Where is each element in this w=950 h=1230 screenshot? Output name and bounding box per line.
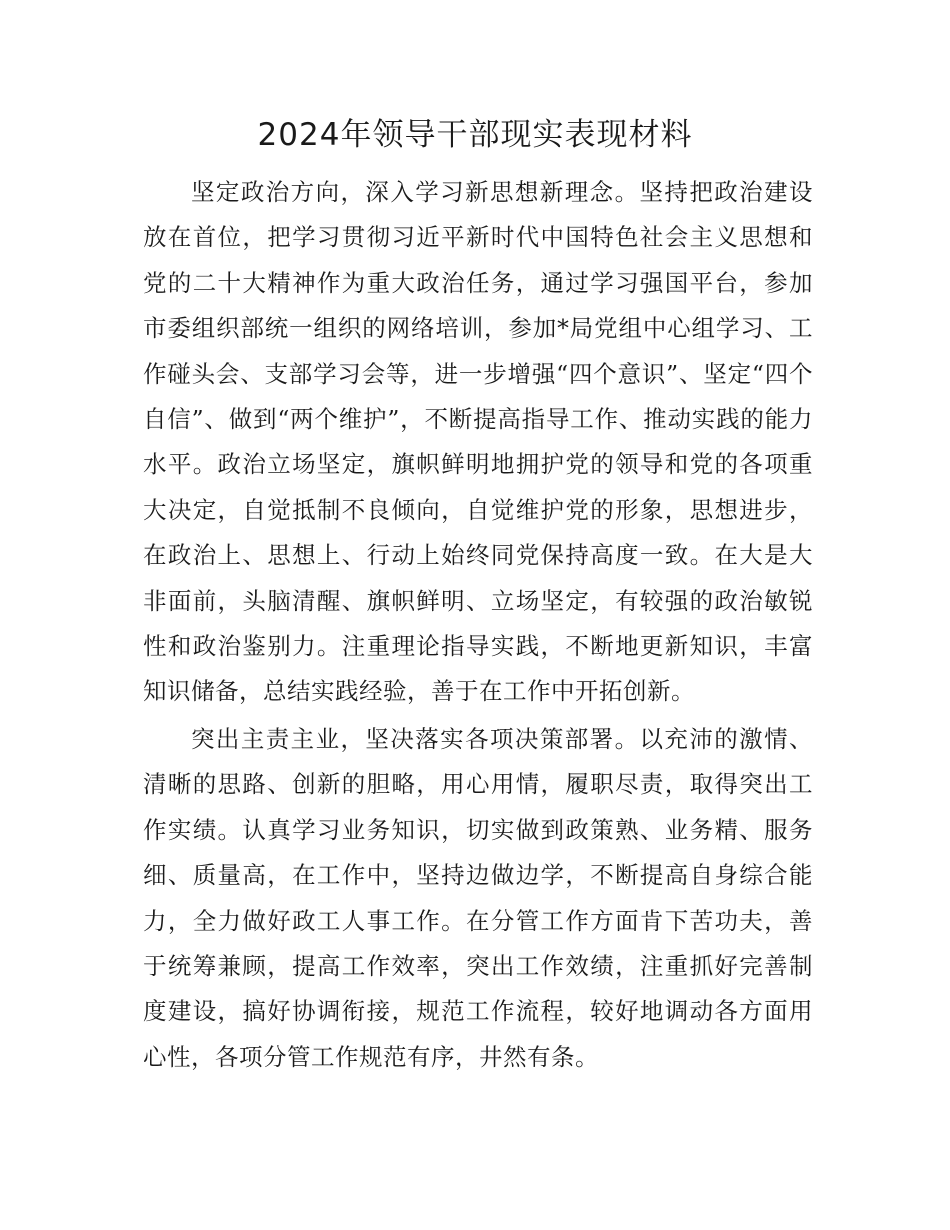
paragraph-political-direction: 坚定政治方向，深入学习新思想新理念。坚持把政治建设放在首位，把学习贯彻习近平新时代中国特色社会主义思想和党的二十大精神作为重大政治任务，通过学习强国平台，参加市委组织部统一组织的网络培训，参加*局党组中心组学习、工作碰头会、支部学习会等，进一步增强“四个意识”、坚定“四个自信”、做到“两个维护”，不断提高指导工作、推动实践的能力水平。政治立场坚定，旗帜鲜明地拥护党的领导和党的各项重大决定，自觉抵制不良倾向，自觉维护党的形象，思想进步，在政治上、思想上、行动上始终同党保持高度一致。在大是大非面前，头脑清醒、旗帜鲜明、立场坚定，有较强的政治敏锐性和政治鉴别力。注重理论指导实践，不断地更新知识，丰富知识储备，总结实践经验，善于在工作中开拓创新。 bbox=[143, 178, 813, 706]
paragraph-main-responsibility: 突出主责主业，坚决落实各项决策部署。以充沛的激情、清晰的思路、创新的胆略，用心用情，履职尽责，取得突出工作实绩。认真学习业务知识，切实做到政策熟、业务精、服务细、质量高，在工作中，坚持边做边学，不断提高自身综合能力，全力做好政工人事工作。在分管工作方面肯下苦功夫，善于统筹兼顾，提高工作效率，突出工作效绩，注重抓好完善制度建设，搞好协调衔接，规范工作流程，较好地调动各方面用心性，各项分管工作规范有序，井然有条。 bbox=[143, 725, 813, 1071]
document-title: 2024年领导干部现实表现材料 bbox=[257, 117, 693, 153]
